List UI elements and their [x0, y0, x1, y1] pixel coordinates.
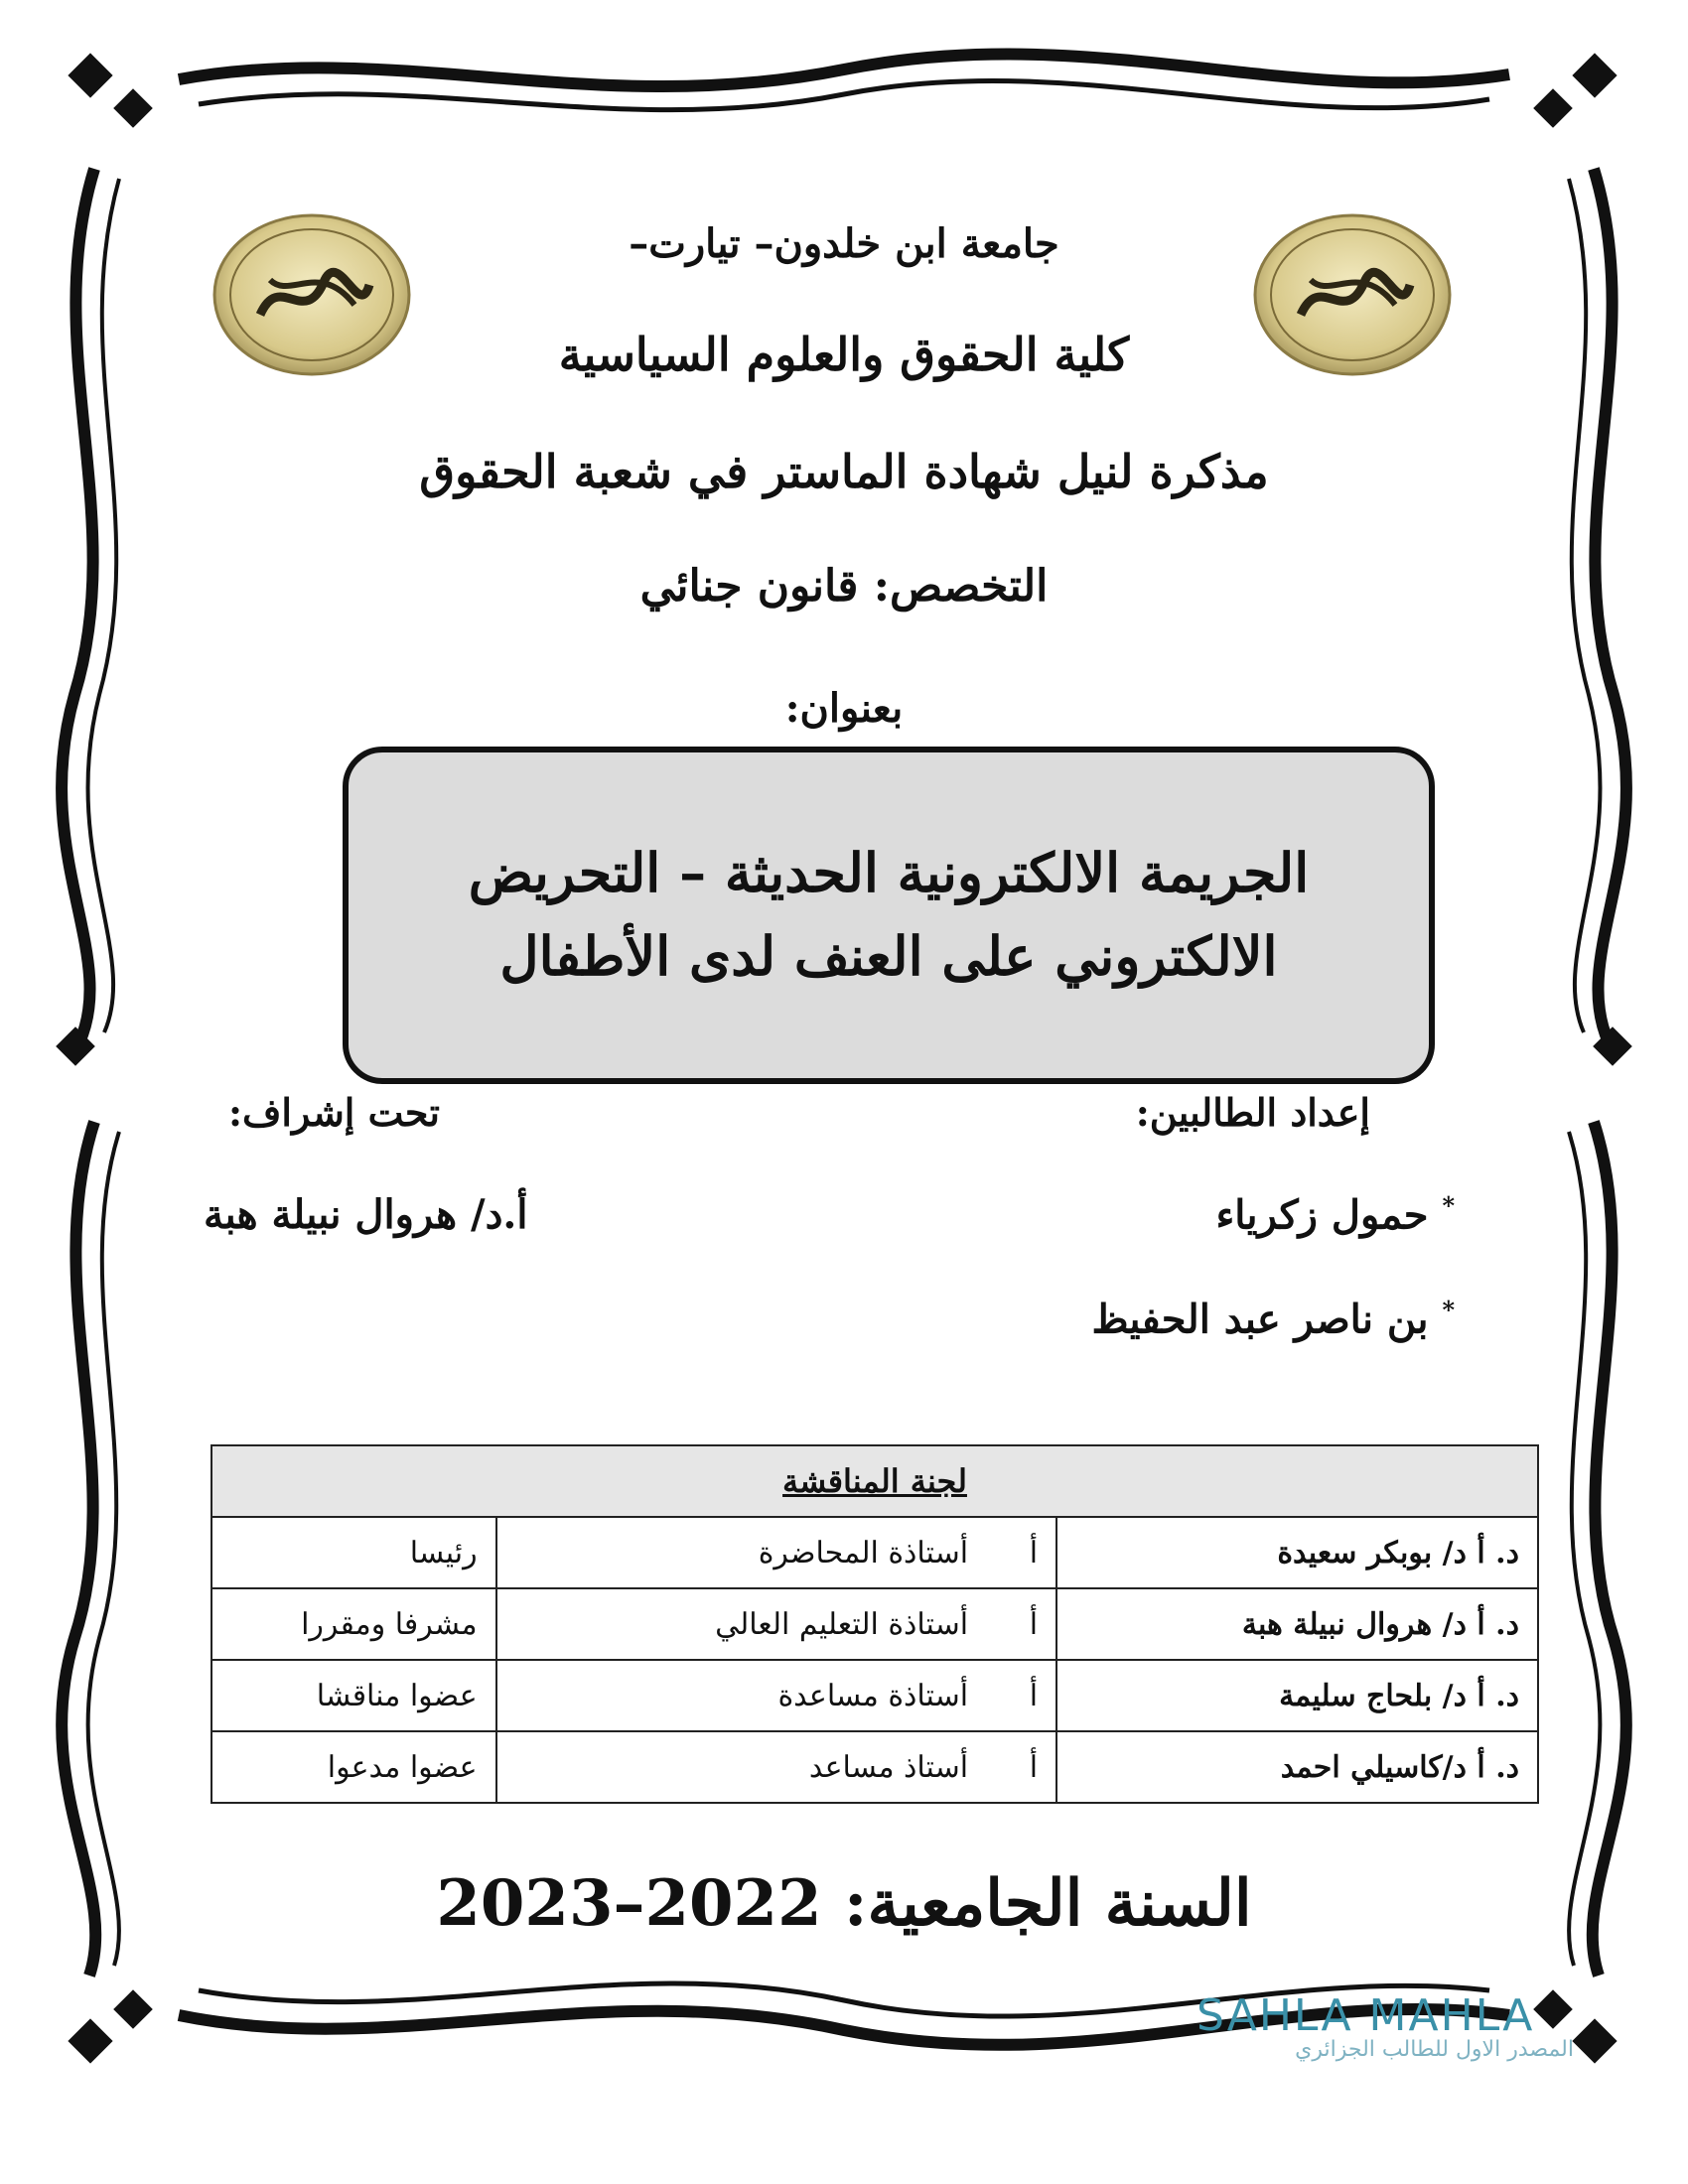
student-name-1: * حمول زكرياء [1215, 1191, 1455, 1239]
memo-description: مذكرة لنيل شهادة الماستر في شعبة الحقوق [419, 445, 1269, 498]
member-name: د. أ د/ بلحاج سليمة [1056, 1660, 1538, 1731]
thesis-title-box [343, 747, 1435, 1084]
member-rank: أأستاذة مساعدة [496, 1660, 1056, 1731]
member-rank: أأستاذ مساعد [496, 1731, 1056, 1803]
table-row [211, 1588, 1538, 1660]
supervisor-name: أ.د/ هروال نبيلة هبة [204, 1191, 528, 1238]
watermark-subtitle: المصدر الاول للطالب الجزائري [1295, 2037, 1574, 2062]
member-name: د. أ د/ هروال نبيلة هبة [1056, 1588, 1538, 1660]
thesis-title-line1: الجريمة الالكترونية الحديثة – التحريض [468, 841, 1310, 905]
title-label: بعنوان: [784, 685, 904, 732]
watermark-title: SAHLA MAHLA [1196, 1990, 1535, 2041]
thesis-title-line2: الالكتروني على العنف لدى الأطفال [499, 924, 1278, 988]
member-role: عضوا مدعوا [211, 1731, 496, 1803]
academic-year: السنة الجامعية: 2022–2023 [436, 1866, 1252, 1941]
table-row [211, 1517, 1538, 1588]
member-rank: أأستاذة المحاضرة [496, 1517, 1056, 1588]
member-name: د. أ د/ بوبكر سعيدة [1056, 1517, 1538, 1588]
committee-table [211, 1444, 1539, 1804]
faculty-name: كلية الحقوق والعلوم السياسية [558, 328, 1130, 381]
committee-header: لجنة المناقشة [211, 1445, 1538, 1517]
specialization: التخصص: قانون جنائي [639, 561, 1049, 612]
member-role: عضوا مناقشا [211, 1660, 496, 1731]
university-name: جامعة ابن خلدون– تيارت– [629, 220, 1059, 267]
member-name: د. أ د/كاسيلي احمد [1056, 1731, 1538, 1803]
bullet-asterisk: * [1442, 1191, 1455, 1220]
watermark [1196, 1990, 1574, 2062]
table-row [211, 1731, 1538, 1803]
member-rank: أأستاذة التعليم العالي [496, 1588, 1056, 1660]
student-name-2: * بن ناصر عبد الحفيظ [1091, 1296, 1455, 1343]
member-role: رئيسا [211, 1517, 496, 1588]
table-row [211, 1660, 1538, 1731]
prepared-by-label: إعداد الطالبين: [1135, 1090, 1370, 1135]
supervised-by-label: تحت إشراف: [228, 1090, 440, 1135]
bullet-asterisk: * [1442, 1296, 1455, 1324]
member-role: مشرفا ومقررا [211, 1588, 496, 1660]
